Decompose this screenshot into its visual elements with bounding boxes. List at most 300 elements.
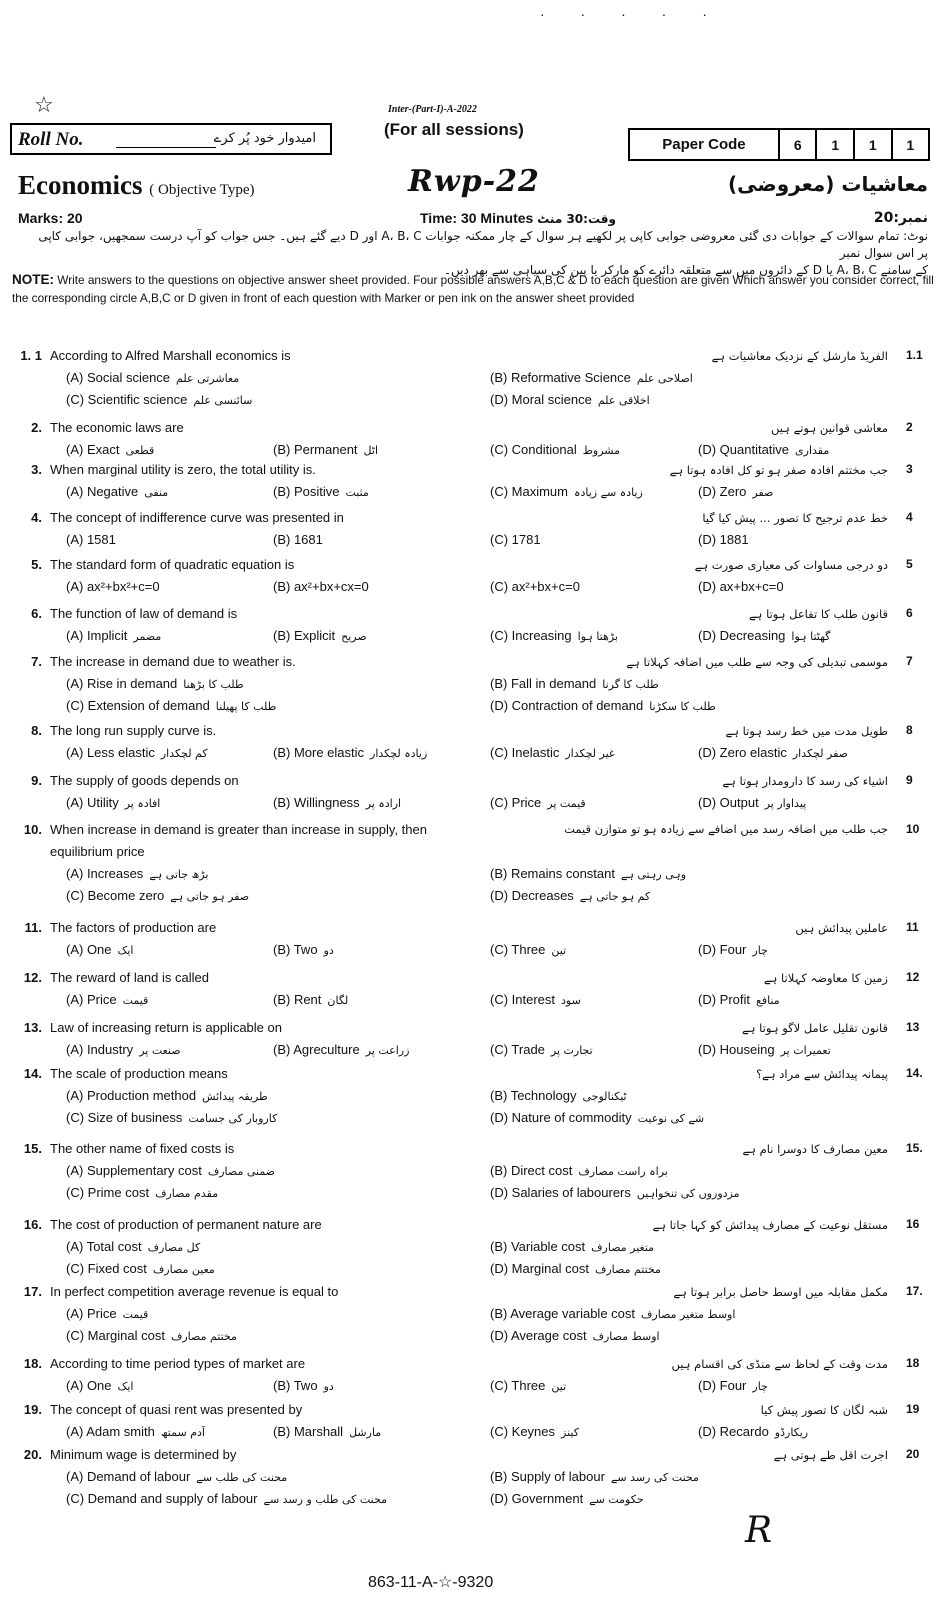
question-number: 13. xyxy=(23,1020,42,1035)
option-text-urdu: قیمت پر xyxy=(547,797,586,810)
option-text: (A) Rise in demand xyxy=(66,676,178,691)
option-b xyxy=(490,1306,735,1321)
option-a xyxy=(66,745,208,760)
option-c xyxy=(490,1424,579,1439)
option-c xyxy=(490,532,541,547)
option-text: (A) Implicit xyxy=(66,628,128,643)
option-text: (C) 1781 xyxy=(490,532,541,547)
question-number: 5. xyxy=(31,557,42,572)
option-b xyxy=(490,866,686,881)
question-number-urdu: 5 xyxy=(906,557,913,571)
option-text: (D) Nature of commodity xyxy=(490,1110,632,1125)
option-b xyxy=(490,676,659,691)
option-text-urdu: مشروط xyxy=(582,444,620,457)
option-text: (D) Output xyxy=(698,795,759,810)
option-text: (B) Positive xyxy=(273,484,340,499)
question-text-urdu: الفریڈ مارشل کے نزدیک معاشیات ہے xyxy=(711,349,888,363)
option-b xyxy=(490,370,693,385)
option-c xyxy=(490,745,615,760)
option-d xyxy=(698,1378,768,1393)
option-text-urdu: صریح xyxy=(341,630,367,643)
option-text-urdu: براہ راست مصارف xyxy=(578,1165,668,1178)
question-text-urdu: مدت وقت کے لحاظ سے منڈی کی اقسام ہیں xyxy=(671,1357,888,1371)
question-text-urdu: قانون تقلیل عامل لاگو ہوتا ہے xyxy=(742,1021,888,1035)
option-text-urdu: قیمت xyxy=(122,994,149,1007)
question-text-urdu: اشیاء کی رسد کا دارومدار ہوتا ہے xyxy=(722,774,888,788)
question-number: 3. xyxy=(31,462,42,477)
option-b xyxy=(273,579,369,594)
question-number-urdu: 10 xyxy=(906,822,920,836)
question-number-urdu: 8 xyxy=(906,723,913,737)
option-text-urdu: سائنسی علم xyxy=(193,394,253,407)
option-c xyxy=(490,579,580,594)
subject-type: ( Objective Type) xyxy=(149,182,255,198)
top-dots: · · · · · xyxy=(540,6,723,22)
question-number-urdu: 11 xyxy=(906,920,919,934)
option-a xyxy=(66,1378,133,1393)
question-number: 6. xyxy=(31,606,42,621)
question-text: The standard form of quadratic equation is xyxy=(50,557,295,572)
star-icon: ☆ xyxy=(34,93,54,118)
question-text: In perfect competition average revenue is equal to xyxy=(50,1284,339,1299)
option-text: (B) Fall in demand xyxy=(490,676,597,691)
option-d xyxy=(698,442,829,457)
option-b xyxy=(273,484,369,499)
option-text-urdu: لگان xyxy=(327,994,349,1007)
option-text: (D) 1881 xyxy=(698,532,749,547)
option-text: (C) Become zero xyxy=(66,888,165,903)
option-text: (A) Production method xyxy=(66,1088,197,1103)
question-text: The increase in demand due to weather is. xyxy=(50,654,296,669)
question-number: 9. xyxy=(31,773,42,788)
option-b xyxy=(273,992,348,1007)
option-text: (A) Exact xyxy=(66,442,120,457)
roll-line xyxy=(116,147,216,148)
option-text-urdu: ٹیکنالوجی xyxy=(582,1090,627,1103)
option-text: (D) Quantitative xyxy=(698,442,790,457)
option-text-urdu: طلب کا سکڑنا xyxy=(649,700,716,713)
option-c xyxy=(66,1328,237,1343)
question-text-urdu: دو درجی مساوات کی معیاری صورت ہے xyxy=(694,558,888,572)
option-d xyxy=(698,745,848,760)
option-a xyxy=(66,1088,268,1103)
option-b xyxy=(273,1424,381,1439)
option-text-urdu: کینز xyxy=(561,1426,579,1439)
question-text-urdu: معین مصارف کا دوسرا نام ہے xyxy=(742,1142,888,1156)
option-text-urdu: طلب کا بڑھنا xyxy=(183,678,244,691)
question-text-urdu: معاشی قوانین ہوتے ہیں xyxy=(770,421,888,435)
option-b xyxy=(273,942,334,957)
question-text: When marginal utility is zero, the total utility is. xyxy=(50,462,316,477)
option-b xyxy=(273,1378,334,1393)
question-text: The supply of goods depends on xyxy=(50,773,239,788)
option-b xyxy=(273,628,367,643)
option-text-urdu: محنت کی طلب سے xyxy=(196,1471,288,1484)
option-a xyxy=(66,1469,287,1484)
option-text-urdu: ضمنی مصارف xyxy=(207,1165,276,1178)
option-b xyxy=(490,1088,627,1103)
option-text: (C) Interest xyxy=(490,992,556,1007)
paper-code-box xyxy=(628,128,930,161)
option-text-urdu: مقدم مصارف xyxy=(155,1187,219,1200)
option-text: (A) Industry xyxy=(66,1042,134,1057)
option-text-urdu: اصلاحی علم xyxy=(636,372,693,385)
option-c xyxy=(66,1110,277,1125)
option-text: (B) Rent xyxy=(273,992,322,1007)
marks-urdu: نمبر:20 xyxy=(873,210,928,226)
marks: Marks: 20 xyxy=(18,210,83,226)
question-text-urdu: مستقل نوعیت کے مصارف پیدائش کو کہا جاتا ہے xyxy=(652,1218,888,1232)
option-d xyxy=(698,1042,831,1057)
option-text-urdu: مختتم مصارف xyxy=(170,1330,237,1343)
option-d xyxy=(490,1261,661,1276)
option-text-urdu: حکومت سے xyxy=(589,1493,644,1506)
question-text: When increase in demand is greater than increase in supply, then xyxy=(50,822,427,837)
roll-urdu: امیدوار خود پُر کرے xyxy=(213,131,316,146)
option-text-urdu: پیداوار پر xyxy=(764,797,807,810)
option-text: (A) Negative xyxy=(66,484,139,499)
option-text-urdu: کم لچکدار xyxy=(160,747,208,760)
option-text: (C) Trade xyxy=(490,1042,545,1057)
option-text-urdu: زراعت پر xyxy=(365,1044,410,1057)
option-text-urdu: صفر ہو جاتی ہے xyxy=(170,890,250,903)
option-b xyxy=(273,795,401,810)
option-text-urdu: صفر لچکدار xyxy=(792,747,848,760)
option-text-urdu: دو xyxy=(323,1380,334,1393)
option-text-urdu: زیادہ لچکدار xyxy=(370,747,428,760)
option-c xyxy=(66,392,252,407)
option-text-urdu: غیر لچکدار xyxy=(565,747,615,760)
option-text: (C) Scientific science xyxy=(66,392,188,407)
question-text-urdu: خط عدم ترجیح کا تصور ... پیش کیا گیا xyxy=(702,511,888,525)
question-number: 7. xyxy=(31,654,42,669)
option-text: (D) Salaries of labourers xyxy=(490,1185,631,1200)
option-text: (A) Price xyxy=(66,992,117,1007)
option-text: (B) Marshall xyxy=(273,1424,344,1439)
subject-title xyxy=(18,170,255,201)
option-d xyxy=(698,1424,808,1439)
question-text: The reward of land is called xyxy=(50,970,209,985)
option-text: (A) One xyxy=(66,1378,112,1393)
option-text: (D) Recardo xyxy=(698,1424,769,1439)
option-a xyxy=(66,1163,275,1178)
option-a xyxy=(66,484,168,499)
question-text: The scale of production means xyxy=(50,1066,228,1081)
option-text-urdu: مقداری xyxy=(795,444,830,457)
option-a xyxy=(66,370,239,385)
option-c xyxy=(490,992,581,1007)
option-text: (A) Utility xyxy=(66,795,119,810)
time-urdu: وقت:30 منٹ xyxy=(537,212,616,226)
question-text-urdu: موسمی تبدیلی کی وجہ سے طلب میں اضافہ کہلاتا ہے xyxy=(626,655,888,669)
option-text: (A) Price xyxy=(66,1306,117,1321)
paper-code-digit: 6 xyxy=(778,130,816,159)
question-number: 8. xyxy=(31,723,42,738)
option-text: (D) Marginal cost xyxy=(490,1261,589,1276)
subject-title-urdu: معاشیات (معروضی) xyxy=(728,172,928,196)
option-text-urdu: دو xyxy=(323,944,334,957)
question-text-urdu: جب طلب میں اضافہ رسد میں اضافے سے زیادہ ہو تو متوازن قیمت xyxy=(564,822,888,836)
option-text-urdu: قطعی xyxy=(125,444,155,457)
question-number-urdu: 14. xyxy=(906,1066,923,1080)
option-c xyxy=(490,628,618,643)
option-text-urdu: کم ہو جاتی ہے xyxy=(579,890,651,903)
signature: R xyxy=(745,1510,773,1551)
option-text: (B) Variable cost xyxy=(490,1239,586,1254)
option-text-urdu: مثبت xyxy=(345,486,369,499)
option-a xyxy=(66,795,160,810)
question-number-urdu: 7 xyxy=(906,654,913,668)
urdu-note-line: نوٹ: تمام سوالات کے جوابات دی گئی معروضی جوابی کاپی پر لکھیے ہر سوال کے چار ممکنہ جوابات A، B، C اور D دیے گئے ہیں۔ جس جواب کو آپ درست سمجھیں، جوابی کاپی پر اس سوال نمبر xyxy=(38,229,928,260)
option-text-urdu: مزدوروں کی تنخواہیں xyxy=(636,1187,740,1200)
question-text: The factors of production are xyxy=(50,920,217,935)
option-text-urdu: محنت کی طلب و رسد سے xyxy=(263,1493,387,1506)
option-c xyxy=(490,442,620,457)
option-d xyxy=(490,392,650,407)
question-number: 18. xyxy=(23,1356,42,1371)
option-text: (D) Zero elastic xyxy=(698,745,787,760)
option-text: (C) Price xyxy=(490,795,542,810)
question-number-urdu: 12 xyxy=(906,970,920,984)
option-text: (C) Three xyxy=(490,1378,546,1393)
session-code: Inter-(Part-I)-A-2022 xyxy=(388,104,477,115)
sessions-label: (For all sessions) xyxy=(384,120,524,139)
option-text: (C) Conditional xyxy=(490,442,577,457)
option-text: (A) Less elastic xyxy=(66,745,155,760)
option-a xyxy=(66,1424,205,1439)
option-a xyxy=(66,532,116,547)
option-text-urdu: طریقہ پیدائش xyxy=(202,1090,268,1103)
question-number: 16. xyxy=(23,1217,42,1232)
option-text: (D) Decreases xyxy=(490,888,574,903)
option-text: (A) ax²+bx²+c=0 xyxy=(66,579,160,594)
question-text: The concept of indifference curve was presented in xyxy=(50,510,344,525)
option-a xyxy=(66,628,161,643)
option-b xyxy=(490,1163,668,1178)
option-text: (A) Supplementary cost xyxy=(66,1163,202,1178)
option-text-urdu: شے کی نوعیت xyxy=(637,1112,705,1125)
option-b xyxy=(273,1042,409,1057)
option-text-urdu: معین مصارف xyxy=(152,1263,215,1276)
option-text-urdu: صنعت پر xyxy=(139,1044,181,1057)
option-c xyxy=(490,484,643,499)
question-text-urdu: قانون طلب کا تفاعل ہوتا ہے xyxy=(748,607,888,621)
option-d xyxy=(698,532,749,547)
option-text: (B) 1681 xyxy=(273,532,323,547)
paper-code-digit: 1 xyxy=(891,130,929,159)
option-text: (B) Remains constant xyxy=(490,866,615,881)
question-number: 14. xyxy=(23,1066,42,1081)
question-number: 20. xyxy=(23,1447,42,1462)
option-text-urdu: مضمر xyxy=(133,630,162,643)
question-number: 11. xyxy=(24,920,42,935)
option-text-urdu: تجارت پر xyxy=(550,1044,593,1057)
option-text-urdu: مختتم مصارف xyxy=(594,1263,661,1276)
option-b xyxy=(273,442,378,457)
option-text-urdu: اخلاقی علم xyxy=(597,394,650,407)
option-b xyxy=(490,1239,654,1254)
question-number: 17. xyxy=(23,1284,42,1299)
question-number: 2. xyxy=(31,420,42,435)
question-text-urdu: طویل مدت میں خط رسد ہوتا ہے xyxy=(725,724,888,738)
option-text: (A) Total cost xyxy=(66,1239,142,1254)
question-number: 12. xyxy=(23,970,42,985)
subject-name: Economics xyxy=(18,170,143,200)
option-text-urdu: اٹل xyxy=(363,444,378,457)
question-number-urdu: 13 xyxy=(906,1020,920,1034)
option-c xyxy=(490,795,586,810)
question-number-urdu: 15. xyxy=(906,1141,923,1155)
option-text: (B) More elastic xyxy=(273,745,365,760)
question-text: The function of law of demand is xyxy=(50,606,238,621)
paper-code-digit: 1 xyxy=(853,130,891,159)
option-text-urdu: کاروبار کی جسامت xyxy=(188,1112,278,1125)
option-text-urdu: صفر xyxy=(752,486,774,499)
option-text: (D) Decreasing xyxy=(698,628,786,643)
option-text: (D) Four xyxy=(698,1378,747,1393)
option-text: (C) Inelastic xyxy=(490,745,560,760)
time-limit xyxy=(420,210,616,226)
handwritten-tag: Rwp-22 xyxy=(408,164,540,199)
option-d xyxy=(490,1110,704,1125)
question-number-urdu: 3 xyxy=(906,462,913,476)
question-number-urdu: 19 xyxy=(906,1402,920,1416)
option-a xyxy=(66,992,148,1007)
question-text: The cost of production of permanent nature are xyxy=(50,1217,322,1232)
option-text-urdu: معاشرتی علم xyxy=(176,372,240,385)
option-text: (B) Direct cost xyxy=(490,1163,573,1178)
question-number: 4. xyxy=(31,510,42,525)
option-text: (B) Explicit xyxy=(273,628,336,643)
option-d xyxy=(698,579,784,594)
option-text: (C) Extension of demand xyxy=(66,698,210,713)
option-text-urdu: گھٹتا ہوا xyxy=(791,630,831,643)
option-a xyxy=(66,676,244,691)
option-text: (C) Prime cost xyxy=(66,1185,150,1200)
question-text-urdu: اجرت اقل طے ہوتی ہے xyxy=(773,1448,888,1462)
note-label: NOTE: xyxy=(12,272,54,287)
question-text: Minimum wage is determined by xyxy=(50,1447,237,1462)
option-text: (D) Moral science xyxy=(490,392,592,407)
option-text: (C) Size of business xyxy=(66,1110,183,1125)
roll-number-box xyxy=(10,123,332,155)
option-b xyxy=(273,745,427,760)
instructions-note xyxy=(12,271,934,307)
option-a xyxy=(66,866,208,881)
option-a xyxy=(66,1042,181,1057)
option-text: (B) Technology xyxy=(490,1088,577,1103)
option-text: (D) ax+bx+c=0 xyxy=(698,579,784,594)
option-text: (A) Adam smith xyxy=(66,1424,155,1439)
option-text: (C) Three xyxy=(490,942,546,957)
question-number-urdu: 2 xyxy=(906,420,913,434)
question-text-urdu: شبہ لگان کا تصور پیش کیا xyxy=(760,1403,888,1417)
option-c xyxy=(490,1042,593,1057)
option-c xyxy=(66,888,249,903)
option-c xyxy=(490,1378,566,1393)
option-text: (D) Contraction of demand xyxy=(490,698,644,713)
option-text: (B) Average variable cost xyxy=(490,1306,635,1321)
option-c xyxy=(66,1261,215,1276)
option-c xyxy=(66,1185,218,1200)
option-a xyxy=(66,942,133,957)
option-text: (C) Increasing xyxy=(490,628,572,643)
question-number: 10. xyxy=(23,822,42,837)
option-text-urdu: تعمیرات پر xyxy=(780,1044,831,1057)
option-text-urdu: اوسط متغیر مصارف xyxy=(641,1308,736,1321)
footer-code: 863-11-A-☆-9320 xyxy=(368,1574,494,1591)
option-text: (B) Two xyxy=(273,942,318,957)
option-d xyxy=(490,888,650,903)
question-number-urdu: 16 xyxy=(906,1217,920,1231)
option-text-urdu: کل مصارف xyxy=(147,1241,201,1254)
option-text: (C) Keynes xyxy=(490,1424,556,1439)
option-b xyxy=(490,1469,699,1484)
option-d xyxy=(698,942,768,957)
question-number-urdu: 6 xyxy=(906,606,913,620)
option-text-urdu: ایک xyxy=(117,1380,134,1393)
option-text-urdu: افادہ پر xyxy=(124,797,161,810)
paper-code-label: Paper Code xyxy=(662,136,746,153)
question-text: According to Alfred Marshall economics is xyxy=(50,348,291,363)
option-text-urdu: ایک xyxy=(117,944,134,957)
option-text: (C) Demand and supply of labour xyxy=(66,1491,258,1506)
question-text: According to time period types of market are xyxy=(50,1356,306,1371)
option-text: (C) Fixed cost xyxy=(66,1261,147,1276)
option-text-urdu: بڑھتا ہوا xyxy=(577,630,618,643)
option-d xyxy=(490,1328,660,1343)
question-number: 1. 1 xyxy=(20,348,42,363)
question-number-urdu: 17. xyxy=(906,1284,923,1298)
option-d xyxy=(698,992,780,1007)
option-text: (C) Maximum xyxy=(490,484,568,499)
option-text-urdu: وہی رہتی ہے xyxy=(621,868,687,881)
question-text: Law of increasing return is applicable on xyxy=(50,1020,282,1035)
question-number-urdu: 9 xyxy=(906,773,913,787)
option-text-urdu: آدم سمتھ xyxy=(160,1426,205,1439)
option-text: (D) Zero xyxy=(698,484,747,499)
option-text: (D) Houseing xyxy=(698,1042,775,1057)
option-a xyxy=(66,579,160,594)
option-text: (B) Reformative Science xyxy=(490,370,631,385)
option-d xyxy=(698,795,806,810)
option-text: (A) Increases xyxy=(66,866,144,881)
option-text-urdu: اوسط مصارف xyxy=(592,1330,660,1343)
option-text-urdu: محنت کی رسد سے xyxy=(610,1471,699,1484)
question-number-urdu: 1.1 xyxy=(906,348,923,362)
option-text-urdu: طلب کا پھیلنا xyxy=(215,700,277,713)
option-c xyxy=(66,1491,387,1506)
option-text: (B) Two xyxy=(273,1378,318,1393)
option-text: (D) Government xyxy=(490,1491,584,1506)
option-d xyxy=(490,1185,740,1200)
option-text: (B) ax²+bx+cx=0 xyxy=(273,579,369,594)
urdu-note-line: کے سامنے A، B، C یا D کے دائروں میں سے متعلقہ دائرے کو مارکر یا پین کی سیاہی سے بھر دیں۔ xyxy=(443,263,928,277)
option-a xyxy=(66,1239,200,1254)
question-text-urdu: مکمل مقابلہ میں اوسط حاصل برابر ہوتا ہے xyxy=(673,1285,888,1299)
option-text: (D) Four xyxy=(698,942,747,957)
question-text: The concept of quasi rent was presented by xyxy=(50,1402,303,1417)
option-c xyxy=(490,942,566,957)
option-text: (A) 1581 xyxy=(66,532,116,547)
question-number: 15. xyxy=(23,1141,42,1156)
option-text-urdu: متغیر مصارف xyxy=(591,1241,655,1254)
option-text-urdu: ارادہ پر xyxy=(365,797,402,810)
option-text: (A) One xyxy=(66,942,112,957)
option-text-urdu: طلب کا گرنا xyxy=(602,678,659,691)
option-a xyxy=(66,442,154,457)
question-text-urdu: پیمانہ پیدائش سے مراد ہے؟ xyxy=(756,1067,888,1081)
